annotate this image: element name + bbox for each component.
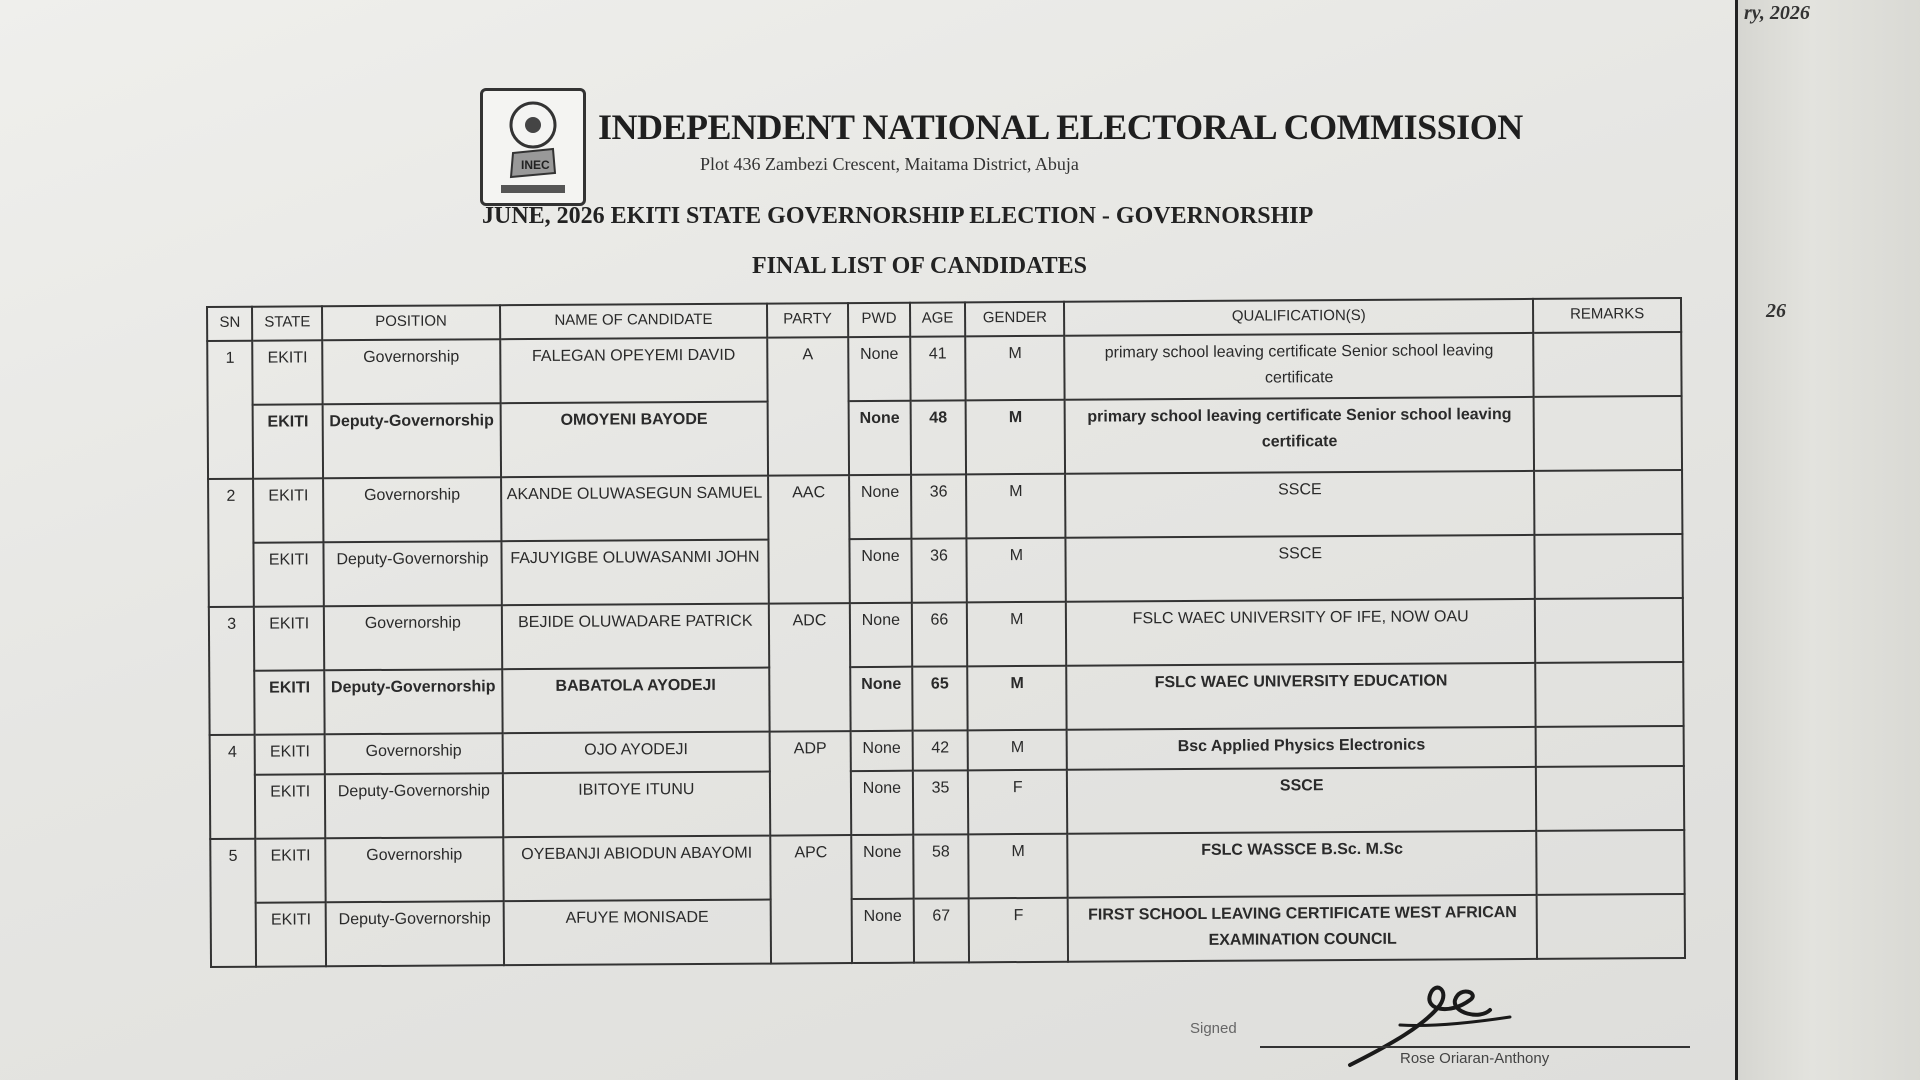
svg-text:INEC: INEC — [521, 158, 550, 172]
cell-name: BEJIDE OLUWADARE PATRICK — [502, 604, 769, 670]
cell-state: EKITI — [255, 670, 325, 734]
cell-name: BABATOLA AYODEJI — [502, 668, 769, 734]
cell-name: IBITOYE ITUNU — [503, 772, 770, 838]
cell-position: Governorship — [323, 477, 501, 542]
cell-remarks — [1537, 894, 1685, 959]
cell-qualifications: Bsc Applied Physics Electronics — [1067, 727, 1536, 770]
cell-state: EKITI — [253, 340, 323, 404]
cell-name: AKANDE OLUWASEGUN SAMUEL — [501, 476, 768, 542]
cell-state: EKITI — [253, 404, 323, 478]
cell-qualifications: SSCE — [1065, 471, 1534, 538]
header-sn: SN — [207, 307, 253, 341]
cell-gender: M — [966, 474, 1066, 539]
cell-sn: 4 — [210, 735, 256, 839]
cell-age: 35 — [913, 770, 969, 834]
cell-name: OMOYENI BAYODE — [500, 402, 768, 478]
table-row — [211, 894, 1685, 967]
cell-pwd: None — [848, 337, 910, 401]
cell-qualifications: FSLC WAEC UNIVERSITY EDUCATION — [1067, 663, 1536, 730]
document-header — [480, 88, 1523, 208]
header-age: AGE — [910, 302, 966, 336]
cell-remarks — [1534, 470, 1682, 535]
cell-pwd: None — [850, 539, 912, 603]
cell-party: APC — [770, 835, 852, 963]
cell-party: A — [767, 337, 849, 475]
cell-remarks — [1533, 332, 1681, 397]
header-gender: GENDER — [965, 302, 1064, 337]
cell-qualifications: FSLC WAEC UNIVERSITY OF IFE, NOW OAU — [1066, 599, 1535, 666]
cell-pwd: None — [851, 835, 913, 899]
cell-position: Deputy-Governorship — [324, 669, 502, 734]
cell-age: 65 — [912, 666, 968, 730]
cell-name: FAJUYIGBE OLUWASANMI JOHN — [501, 540, 768, 606]
cell-party: ADP — [770, 731, 852, 835]
cell-sn: 2 — [208, 479, 254, 607]
header-pwd: PWD — [848, 303, 910, 337]
header-party: PARTY — [767, 303, 848, 337]
cell-position: Governorship — [324, 605, 502, 670]
cell-position: Deputy-Governorship — [325, 773, 503, 838]
cell-pwd: None — [849, 401, 911, 475]
cell-qualifications: SSCE — [1067, 767, 1536, 834]
inec-logo — [480, 88, 586, 206]
header-state: STATE — [252, 306, 322, 340]
cell-position: Governorship — [322, 339, 500, 404]
cell-position: Governorship — [325, 837, 503, 902]
cell-age: 66 — [912, 602, 968, 666]
cell-pwd: None — [850, 603, 912, 667]
table-row — [208, 396, 1682, 479]
cell-name: OJO AYODEJI — [502, 732, 769, 774]
cell-qualifications: FIRST SCHOOL LEAVING CERTIFICATE WEST AFRICAN EXAMINATION COUNCIL — [1068, 895, 1537, 962]
cell-remarks — [1536, 726, 1684, 767]
underlying-page — [1735, 0, 1920, 1080]
signed-label: Signed — [1190, 1020, 1237, 1037]
table-row — [208, 534, 1682, 607]
cell-age: 36 — [911, 474, 967, 538]
cell-gender: M — [966, 400, 1066, 475]
cell-gender: M — [967, 666, 1067, 731]
cell-gender: M — [967, 538, 1067, 603]
cell-qualifications: FSLC WASSCE B.Sc. M.Sc — [1068, 831, 1537, 898]
signature-block — [1180, 965, 1720, 1075]
cell-qualifications: SSCE — [1066, 535, 1535, 602]
cell-remarks — [1536, 830, 1684, 895]
signature-line — [1260, 1046, 1690, 1048]
cell-name: FALEGAN OPEYEMI DAVID — [500, 338, 767, 404]
table-row — [207, 332, 1681, 405]
cell-position: Deputy-Governorship — [326, 901, 504, 966]
cell-gender: F — [969, 898, 1069, 963]
cell-remarks — [1535, 534, 1683, 599]
cell-position: Deputy-Governorship — [323, 403, 501, 478]
cell-position: Governorship — [325, 733, 503, 774]
cell-state: EKITI — [254, 542, 324, 606]
header-qualifications: QUALIFICATION(S) — [1064, 299, 1533, 336]
signatory-name: Rose Oriaran-Anthony — [1400, 1050, 1550, 1067]
cell-name: AFUYE MONISADE — [503, 900, 770, 966]
cell-sn: 5 — [210, 839, 256, 967]
cell-remarks — [1534, 396, 1682, 471]
underlying-page-fragment-mid: 26 — [1766, 300, 1786, 322]
cell-qualifications: primary school leaving certificate Senior school leaving certificate — [1065, 333, 1534, 400]
cell-state: EKITI — [255, 774, 325, 838]
table-row — [210, 766, 1684, 839]
cell-remarks — [1535, 598, 1683, 663]
table-row — [208, 470, 1682, 543]
cell-party: ADC — [769, 603, 851, 731]
header-remarks: REMARKS — [1533, 298, 1681, 333]
cell-qualifications: primary school leaving certificate Senior school leaving certificate — [1065, 397, 1534, 474]
cell-state: EKITI — [254, 478, 324, 542]
list-title: FINAL LIST OF CANDIDATES — [752, 253, 1087, 279]
underlying-page-fragment-top: ry, 2026 — [1744, 2, 1810, 24]
cell-gender: M — [968, 730, 1067, 771]
cell-age: 36 — [911, 538, 967, 602]
organization-address: Plot 436 Zambezi Crescent, Maitama District, Abuja — [700, 154, 1079, 174]
header-position: POSITION — [322, 305, 500, 340]
cell-name: OYEBANJI ABIODUN ABAYOMI — [503, 836, 770, 902]
cell-gender: M — [967, 602, 1067, 667]
cell-pwd: None — [851, 771, 913, 835]
cell-state: EKITI — [254, 606, 324, 670]
cell-age: 58 — [913, 834, 969, 898]
cell-gender: F — [968, 770, 1068, 835]
cell-age: 41 — [910, 336, 966, 400]
cell-pwd: None — [851, 731, 913, 771]
cell-position: Deputy-Governorship — [323, 541, 501, 606]
cell-gender: M — [968, 834, 1068, 899]
cell-state: EKITI — [255, 734, 325, 774]
cell-age: 67 — [913, 898, 969, 962]
cell-party: AAC — [768, 475, 850, 603]
cell-pwd: None — [852, 899, 914, 963]
table-row — [209, 598, 1683, 671]
election-title: JUNE, 2026 EKITI STATE GOVERNORSHIP ELECTION - GOVERNORSHIP — [482, 203, 1314, 229]
cell-age: 48 — [910, 400, 966, 474]
cell-state: EKITI — [256, 838, 326, 902]
cell-state: EKITI — [256, 902, 326, 966]
table-row — [209, 662, 1683, 735]
cell-pwd: None — [849, 475, 911, 539]
organization-name: INDEPENDENT NATIONAL ELECTORAL COMMISSION — [598, 107, 1523, 147]
cell-gender: M — [965, 336, 1065, 401]
cell-pwd: None — [850, 667, 912, 731]
cell-sn: 1 — [207, 341, 253, 479]
cell-age: 42 — [912, 730, 968, 770]
header-name: NAME OF CANDIDATE — [500, 304, 767, 340]
cell-remarks — [1536, 766, 1684, 831]
cell-sn: 3 — [209, 607, 255, 735]
candidates-table — [206, 297, 1686, 968]
table-row — [210, 830, 1684, 903]
cell-remarks — [1535, 662, 1683, 727]
